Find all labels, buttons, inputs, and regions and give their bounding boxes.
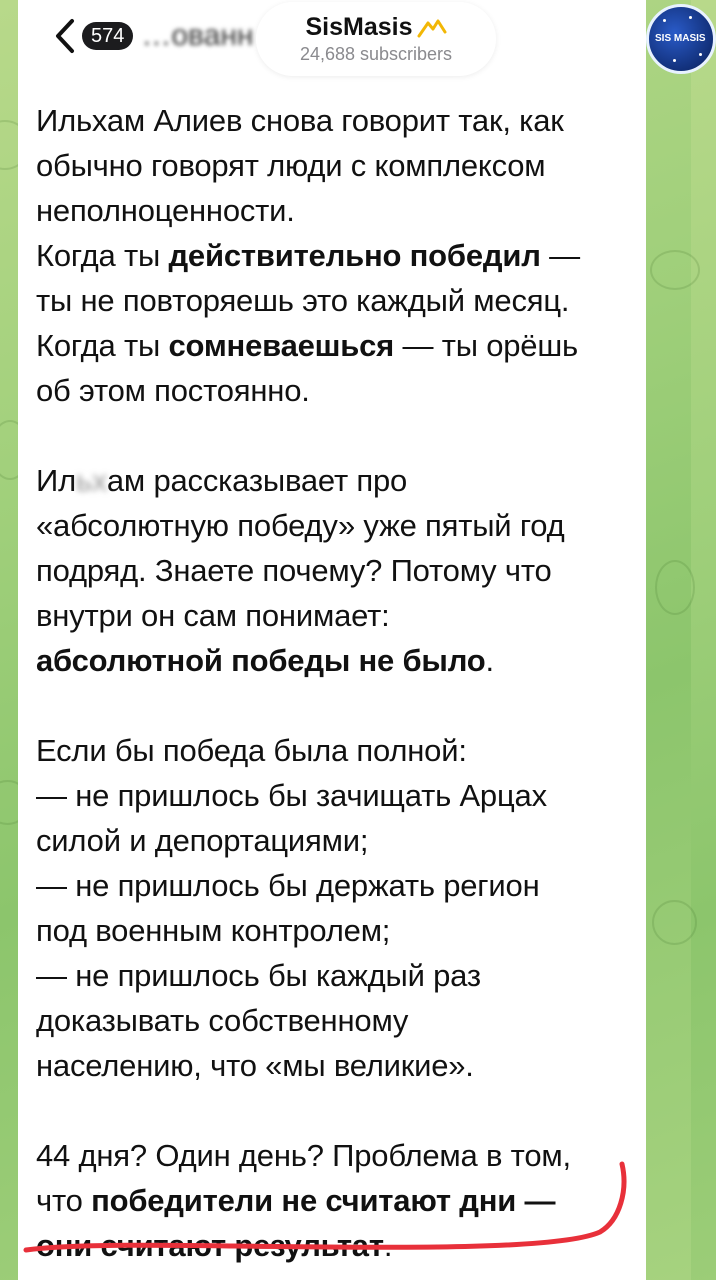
text-line: Если бы победа была полной: <box>36 733 467 768</box>
text-line: населению, что «мы великие». <box>36 1048 474 1083</box>
bold-text: абсолютной победы не было <box>36 643 486 678</box>
text-line: они считают результат. <box>36 1228 393 1263</box>
unread-count-badge: 574 <box>82 22 133 50</box>
text-line: — не пришлось бы каждый раз <box>36 958 481 993</box>
text-line: — не пришлось бы зачищать Арцах <box>36 778 547 813</box>
text-line: «абсолютную победу» уже пятый год <box>36 508 565 543</box>
chevron-left-icon <box>54 18 76 54</box>
text-line: абсолютной победы не было. <box>36 643 494 678</box>
channel-avatar[interactable] <box>646 4 716 74</box>
channel-name: SisMasis <box>305 13 413 41</box>
text-line: что победители не считают дни — <box>36 1183 556 1218</box>
text-line: 44 дня? Один день? Проблема в том, <box>36 1138 571 1173</box>
message-text <box>36 98 636 1268</box>
text-line: подряд. Знаете почему? Потому что <box>36 553 552 588</box>
back-button[interactable] <box>38 6 258 66</box>
text-line: силой и депортациями; <box>36 823 369 858</box>
text-line: неполноценности. <box>36 193 295 228</box>
bold-text: они считают результат <box>36 1228 384 1263</box>
text-line: обычно говорят люди с комплексом <box>36 148 546 183</box>
text-line: Когда ты сомневаешься — ты орёшь <box>36 328 578 363</box>
wallpaper-doodle <box>650 250 700 290</box>
previous-chat-title: …ованн <box>141 19 254 52</box>
text-line: доказывать собственному <box>36 1003 409 1038</box>
text-line: Ильхам рассказывает про <box>36 463 408 498</box>
blurred-text: ьх <box>75 463 107 498</box>
text-line: Когда ты действительно победил — <box>36 238 580 273</box>
bold-text: действительно победил <box>168 238 541 273</box>
text-line: об этом постоянно. <box>36 373 310 408</box>
channel-header[interactable] <box>256 2 496 76</box>
text-line: ты не повторяешь это каждый месяц. <box>36 283 570 318</box>
wallpaper-doodle <box>655 560 695 615</box>
wallpaper-doodle <box>652 900 697 945</box>
bold-text: сомневаешься <box>168 328 395 363</box>
text-line: — не пришлось бы держать регион <box>36 868 540 903</box>
text-line: под военным контролем; <box>36 913 391 948</box>
text-line: Ильхам Алиев снова говорит так, как <box>36 103 564 138</box>
avatar-label: SIS MASIS <box>655 33 706 44</box>
mountain-emoji-icon <box>417 18 447 38</box>
subscriber-count: 24,688 subscribers <box>299 44 453 64</box>
text-line: внутри он сам понимает: <box>36 598 390 633</box>
bold-text: победители не считают дни — <box>91 1183 556 1218</box>
